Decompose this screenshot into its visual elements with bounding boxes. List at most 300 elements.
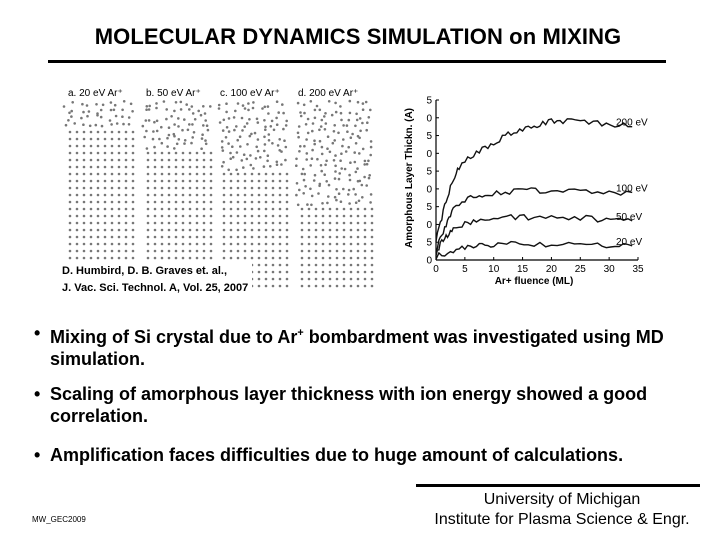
atom — [284, 159, 287, 162]
atom — [281, 103, 284, 106]
series-label: 20 eV — [616, 236, 643, 248]
atom — [110, 109, 113, 112]
atom — [285, 146, 288, 149]
atom — [125, 173, 128, 176]
atom — [189, 159, 192, 162]
series-label: 200 eV — [616, 117, 648, 129]
atom — [200, 114, 203, 117]
atom — [282, 128, 285, 131]
atom — [301, 278, 304, 281]
atom — [364, 278, 367, 281]
atom — [354, 161, 357, 164]
atom — [308, 250, 311, 253]
atom — [371, 264, 374, 267]
atom — [210, 243, 213, 246]
atom — [239, 135, 242, 138]
atom — [189, 201, 192, 204]
atom — [251, 194, 254, 197]
atom — [334, 196, 337, 199]
atom — [257, 138, 260, 141]
atom — [175, 250, 178, 253]
atom — [69, 222, 72, 225]
atom — [350, 243, 353, 246]
atom — [258, 208, 261, 211]
atom — [322, 271, 325, 274]
atom — [175, 222, 178, 225]
y-tick-label: 0 — [426, 219, 432, 231]
atom — [147, 243, 150, 246]
atom — [334, 165, 337, 168]
atom — [309, 188, 312, 191]
atom — [182, 187, 185, 190]
x-axis-label: Ar+ fluence (ML) — [494, 276, 574, 287]
atom — [168, 229, 171, 232]
atom — [118, 131, 121, 134]
atom — [97, 243, 100, 246]
atom — [272, 180, 275, 183]
atom — [104, 180, 107, 183]
atom — [350, 236, 353, 239]
atom — [111, 250, 114, 253]
atom — [203, 250, 206, 253]
atom — [121, 109, 124, 112]
atom — [97, 159, 100, 162]
atom — [155, 102, 158, 105]
atom — [315, 222, 318, 225]
atom — [189, 152, 192, 155]
atom — [230, 250, 233, 253]
atom — [315, 208, 318, 211]
atom — [336, 271, 339, 274]
atom — [161, 222, 164, 225]
atom — [180, 101, 183, 104]
atom — [223, 222, 226, 225]
atom — [132, 138, 135, 141]
atom — [322, 229, 325, 232]
atom — [69, 201, 72, 204]
atom — [161, 166, 164, 169]
atom — [196, 201, 199, 204]
atom — [69, 152, 72, 155]
atom — [147, 152, 150, 155]
footer-affiliation — [416, 490, 708, 530]
x-tick-label: 10 — [488, 264, 500, 275]
atom — [297, 102, 300, 105]
atom — [86, 115, 89, 118]
atom — [230, 180, 233, 183]
atom — [265, 236, 268, 239]
atom — [97, 194, 100, 197]
atom — [111, 194, 114, 197]
atom — [329, 229, 332, 232]
atom — [90, 194, 93, 197]
atom — [100, 109, 103, 112]
atom — [189, 257, 192, 260]
atom — [95, 103, 98, 106]
atom — [90, 208, 93, 211]
atom — [244, 208, 247, 211]
atom — [83, 257, 86, 260]
atom — [223, 201, 226, 204]
atom — [362, 148, 365, 151]
atom — [111, 180, 114, 183]
atom — [175, 229, 178, 232]
atom — [340, 152, 343, 155]
atom — [233, 116, 236, 119]
atom — [222, 129, 225, 132]
atom — [244, 250, 247, 253]
atom — [311, 130, 314, 133]
atom — [95, 124, 98, 127]
atom — [272, 278, 275, 281]
atom — [321, 119, 324, 122]
atom — [161, 215, 164, 218]
atom — [251, 222, 254, 225]
atom — [237, 194, 240, 197]
atom — [166, 145, 169, 148]
atom — [210, 201, 213, 204]
atom — [202, 124, 205, 127]
atom — [76, 131, 79, 134]
atom — [303, 179, 306, 182]
atom — [154, 166, 157, 169]
atom — [97, 250, 100, 253]
md-snapshot-column — [142, 100, 213, 287]
atom — [148, 105, 151, 108]
atom — [343, 250, 346, 253]
atom — [273, 129, 276, 132]
atom — [371, 278, 374, 281]
atom — [182, 159, 185, 162]
atom — [269, 165, 272, 168]
atom — [188, 123, 191, 126]
atom — [125, 159, 128, 162]
atom — [161, 173, 164, 176]
atom — [196, 250, 199, 253]
atom — [89, 125, 92, 128]
atom — [154, 243, 157, 246]
atom — [189, 229, 192, 232]
atom — [230, 187, 233, 190]
atom — [357, 222, 360, 225]
atom — [328, 184, 331, 187]
atom — [97, 201, 100, 204]
atom — [263, 119, 266, 122]
md-panel-label-a: a. 20 eV Ar⁺ — [68, 88, 123, 99]
atom — [70, 110, 73, 113]
atom — [282, 112, 285, 115]
atom — [338, 192, 341, 195]
atom — [364, 236, 367, 239]
atom — [168, 243, 171, 246]
atom — [219, 121, 222, 124]
bullet-dot-icon: • — [34, 323, 41, 343]
atom — [272, 243, 275, 246]
atom — [132, 243, 135, 246]
atom — [118, 173, 121, 176]
atom — [83, 201, 86, 204]
atom — [132, 131, 135, 134]
atom — [83, 159, 86, 162]
atom — [69, 131, 72, 134]
atom — [272, 264, 275, 267]
atom — [109, 119, 112, 122]
atom — [168, 201, 171, 204]
atom — [234, 110, 237, 113]
atom — [223, 229, 226, 232]
atom — [333, 124, 336, 127]
atom — [237, 173, 240, 176]
atom — [188, 108, 191, 111]
atom — [227, 169, 230, 172]
atom — [326, 147, 329, 150]
atom — [335, 199, 338, 202]
atom — [76, 194, 79, 197]
atom — [301, 271, 304, 274]
atom — [307, 118, 310, 121]
atom — [225, 102, 228, 105]
atom — [104, 166, 107, 169]
atom — [311, 157, 314, 160]
atom — [168, 208, 171, 211]
atom — [308, 285, 311, 288]
atom — [324, 128, 327, 131]
atom — [320, 125, 323, 128]
atom — [182, 201, 185, 204]
atom — [152, 130, 155, 133]
atom — [83, 180, 86, 183]
y-tick-label: 0 — [426, 148, 432, 160]
atom — [189, 166, 192, 169]
atom — [111, 243, 114, 246]
atom — [258, 229, 261, 232]
atom — [145, 119, 148, 122]
atom — [147, 166, 150, 169]
atom — [82, 123, 85, 126]
atom — [349, 161, 352, 164]
atom — [237, 229, 240, 232]
atom — [175, 187, 178, 190]
atom — [334, 177, 337, 180]
atom — [193, 131, 196, 134]
atom — [329, 222, 332, 225]
atom — [90, 215, 93, 218]
x-tick-label: 25 — [574, 264, 586, 275]
atom — [265, 187, 268, 190]
atom — [230, 208, 233, 211]
atom — [69, 194, 72, 197]
atom — [286, 229, 289, 232]
atom — [147, 236, 150, 239]
atom — [83, 236, 86, 239]
atom — [272, 257, 275, 260]
x-tick-label: 20 — [545, 264, 557, 275]
atom — [265, 250, 268, 253]
atom — [203, 215, 206, 218]
atom — [241, 117, 244, 120]
atom — [279, 215, 282, 218]
atom — [189, 222, 192, 225]
atom — [244, 107, 247, 110]
atom — [272, 187, 275, 190]
atom — [125, 243, 128, 246]
atom — [347, 193, 350, 196]
atom — [251, 257, 254, 260]
atom — [280, 163, 283, 166]
atom — [333, 130, 336, 133]
atom — [265, 173, 268, 176]
atom — [247, 102, 250, 105]
atom — [125, 236, 128, 239]
atom — [338, 172, 341, 175]
atom — [329, 243, 332, 246]
atom — [90, 236, 93, 239]
atom — [203, 257, 206, 260]
atom — [97, 173, 100, 176]
atom — [231, 145, 234, 148]
atom — [264, 128, 267, 131]
atom — [97, 180, 100, 183]
atom — [200, 147, 203, 150]
atom — [295, 158, 298, 161]
atom — [203, 173, 206, 176]
atom — [237, 222, 240, 225]
atom — [223, 250, 226, 253]
atom — [175, 101, 178, 104]
atom — [258, 264, 261, 267]
atom — [313, 139, 316, 142]
atom — [76, 166, 79, 169]
atom — [265, 180, 268, 183]
atom — [244, 173, 247, 176]
atom — [319, 109, 322, 112]
atom — [226, 126, 229, 129]
atom — [111, 159, 114, 162]
atom — [111, 166, 114, 169]
atom — [118, 187, 121, 190]
atom — [161, 159, 164, 162]
atom — [265, 285, 268, 288]
atom — [81, 103, 84, 106]
atom — [265, 208, 268, 211]
atom — [364, 208, 367, 211]
atom — [340, 167, 343, 170]
atom — [125, 138, 128, 141]
atom — [125, 215, 128, 218]
atom — [175, 201, 178, 204]
atom — [286, 271, 289, 274]
atom — [319, 140, 322, 143]
atom — [286, 264, 289, 267]
atom — [97, 236, 100, 239]
atom — [279, 173, 282, 176]
atom — [235, 169, 238, 172]
atom — [118, 208, 121, 211]
atom — [251, 229, 254, 232]
series-line-20-ev — [436, 242, 632, 260]
atom — [100, 116, 103, 119]
atom — [115, 115, 118, 118]
atom — [104, 145, 107, 148]
atom — [340, 112, 343, 115]
atom — [322, 264, 325, 267]
atom — [80, 117, 83, 120]
atom — [265, 271, 268, 274]
atom — [371, 208, 374, 211]
atom — [315, 257, 318, 260]
atom — [223, 215, 226, 218]
atom — [359, 180, 362, 183]
y-tick-label: 0 — [426, 184, 432, 196]
atom — [165, 108, 168, 111]
atom — [83, 131, 86, 134]
atom — [76, 180, 79, 183]
atom — [333, 159, 336, 162]
atom — [83, 187, 86, 190]
atom — [355, 142, 358, 145]
atom — [154, 250, 157, 253]
atom — [368, 116, 371, 119]
atom — [218, 107, 221, 110]
atom — [246, 158, 249, 161]
atom — [371, 250, 374, 253]
atom — [343, 271, 346, 274]
atom — [306, 152, 309, 155]
atom — [90, 152, 93, 155]
atom — [175, 236, 178, 239]
atom — [182, 152, 185, 155]
atom — [357, 229, 360, 232]
atom — [308, 229, 311, 232]
atom — [132, 257, 135, 260]
atom — [363, 163, 366, 166]
atom — [175, 208, 178, 211]
atom — [286, 285, 289, 288]
atom — [97, 257, 100, 260]
atom — [301, 264, 304, 267]
atom — [111, 222, 114, 225]
atom — [315, 264, 318, 267]
atom — [321, 153, 324, 156]
atom — [258, 250, 261, 253]
atom — [268, 133, 271, 136]
atom — [161, 187, 164, 190]
atom — [147, 159, 150, 162]
atom — [279, 278, 282, 281]
atom — [182, 229, 185, 232]
atom — [301, 229, 304, 232]
atom — [343, 264, 346, 267]
atom — [230, 257, 233, 260]
atom — [237, 236, 240, 239]
atom — [154, 159, 157, 162]
atom — [154, 187, 157, 190]
atom — [310, 100, 313, 103]
atom — [301, 257, 304, 260]
atom — [142, 125, 145, 128]
atom — [325, 122, 328, 125]
atom — [301, 285, 304, 288]
atom — [161, 201, 164, 204]
atom — [286, 180, 289, 183]
atom — [315, 243, 318, 246]
atom — [345, 150, 348, 153]
atom — [371, 257, 374, 260]
atom — [125, 194, 128, 197]
atom — [97, 215, 100, 218]
atom — [308, 264, 311, 267]
atom — [175, 180, 178, 183]
